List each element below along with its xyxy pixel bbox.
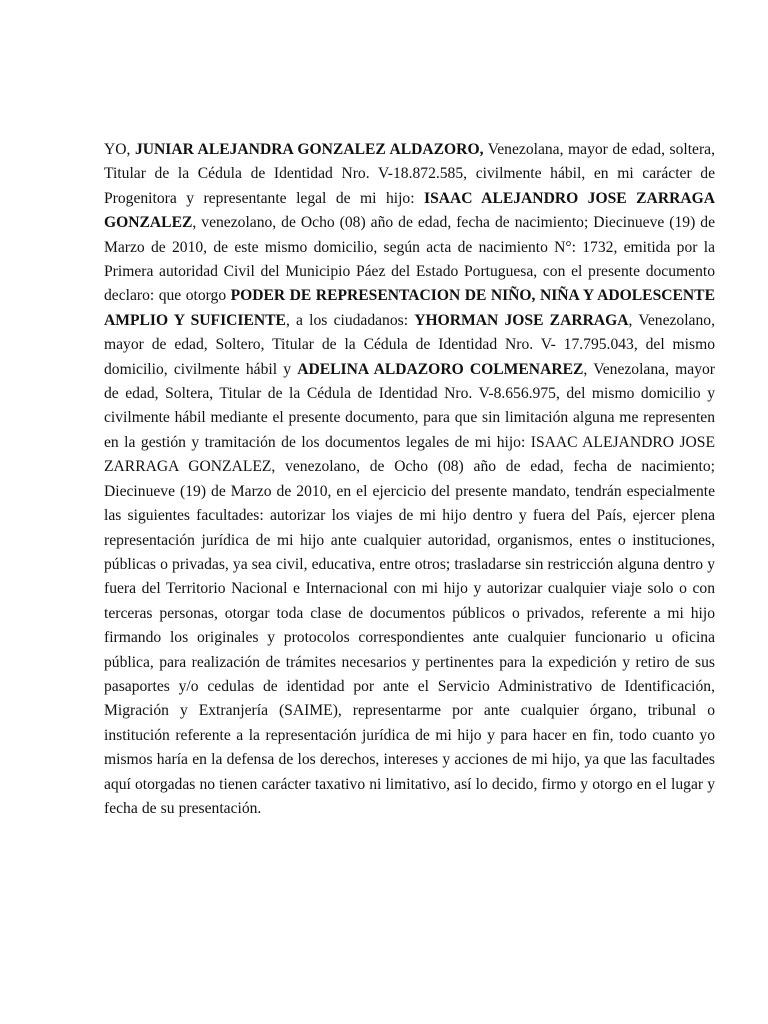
text-segment: , Venezolana, mayor de edad, Soltera, Titular de la Cédula de Identidad Nro. V-8.656.975, del mismo domicilio y civilmente hábil mediante el presente documento, para que sin limitación alguna me representen en la gestión y tramitación de los documentos legales de mi hijo: ISAAC ALEJANDRO JOSE ZARRAGA GONZALEZ, venezolano, de Ocho (08) año de edad, fecha de nacimiento; Diecinueve (19) de Marzo de 2010, en el ejercicio del presente mandato, tendrán especialmente las siguientes facultades: autorizar los viajes de mi hijo dentro y fuera del País, ejercer plena representación jurídica de mi hijo ante cualquier autoridad, organismos, entes o instituciones, públicas o privadas, ya sea civil, educativa, entre otros; trasladarse sin restricción alguna dentro y fuera del Territorio Nacional e Internacional con mi hijo y autorizar cualquier viaje solo o con terceras personas, otorgar toda clase de documentos públicos o privados, referente a mi hijo firmando los originales y protocolos correspondientes ante cualquier funcionario u oficina pública, para realización de trámites necesarios y pertinentes para la expedición y retiro de sus pasaportes y/o cedulas de identidad por ante el Servicio Administrativo de Identificación, Migración y Extranjería (SAIME), representarme por ante cualquier órgano, tribunal o institución referente a la representación jurídica de mi hijo y para hacer en fin, todo cuanto yo mismos haría en la defensa de los derechos, intereses y acciones de mi hijo, ya que las facultades aquí otorgadas no tienen carácter taxativo ni limitativo, así lo decido, firmo y otorgo en el lugar y fecha de su presentación. — [104, 360, 715, 817]
text-segment: , Venezolano, mayor de edad, Soltero, Titular de la Cédula de Identidad Nro. V- 17.795.043, del mismo domicilio, civilmente hábil y — [104, 311, 715, 378]
bold-name-representative-2: ADELINA ALDAZORO COLMENAREZ — [297, 360, 584, 378]
text-segment: Venezolana, mayor de edad, soltera, Titular de la Cédula de Identidad Nro. V-18.872.585, civilmente hábil, en mi carácter de Progenitora y representante legal de mi hijo: — [104, 141, 715, 207]
bold-power-title: PODER DE REPRESENTACION DE NIÑO, NIÑA Y ADOLESCENTE AMPLIO Y SUFICIENTE — [104, 287, 715, 329]
bold-name-child: ISAAC ALEJANDRO JOSE ZARRAGA GONZALEZ — [104, 189, 715, 232]
text-segment: , venezolano, de Ocho (08) año de edad, fecha de nacimiento; Diecinueve (19) de Marzo de 2010, de este mismo domicilio, según acta de nacimiento N°: 1732, emitida por la Primera autoridad Civil del Municipio Páez del Estado Portuguesa, con el presente documento declaro: que otorgo — [104, 214, 715, 305]
bold-name-representative-1: YHORMAN JOSE ZARRAGA — [414, 311, 629, 329]
text-segment: YO, — [104, 141, 135, 158]
text-segment: , a los ciudadanos: — [285, 311, 415, 329]
bold-name-grantor: JUNIAR ALEJANDRA GONZALEZ ALDAZORO, — [134, 141, 484, 158]
document-body-paragraph — [104, 138, 715, 821]
